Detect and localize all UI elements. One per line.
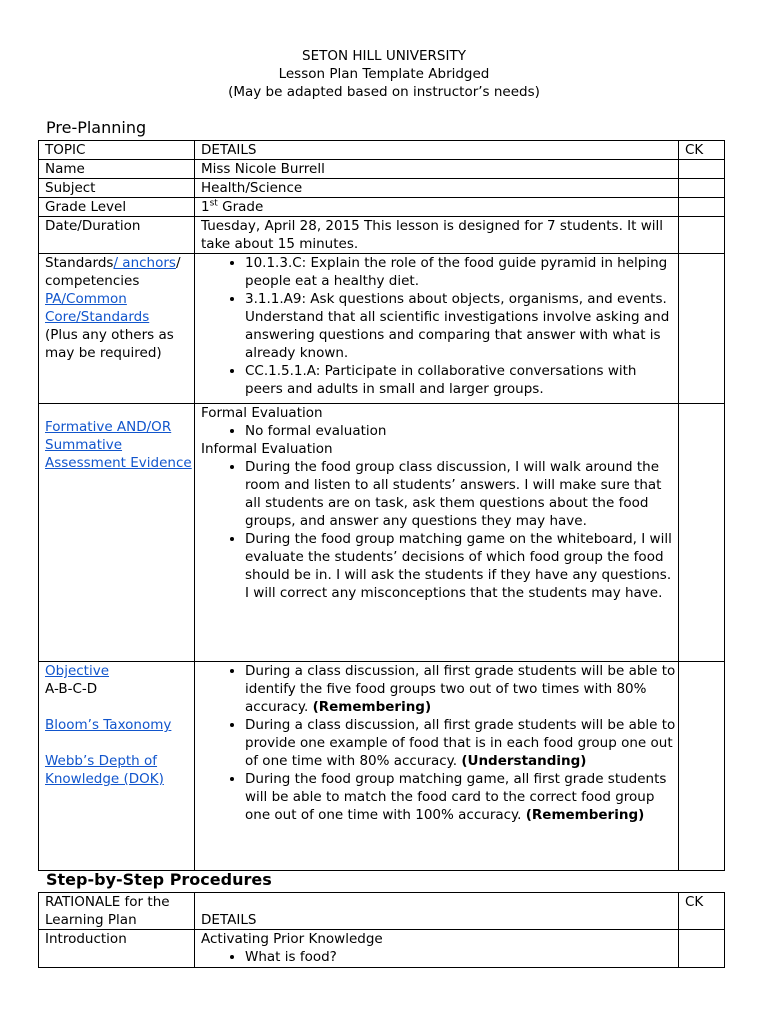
table-row (39, 662, 725, 871)
date-label: Date/Duration (39, 217, 195, 254)
informal-label: Informal Evaluation (201, 441, 333, 457)
standards-text-2: / competencies (45, 255, 181, 289)
name-value: Miss Nicole Burrell (195, 160, 679, 179)
ck-cell (679, 930, 725, 968)
list-item: • 10.1.3.C: Explain the role of the food guide pyramid in helping people eat a healthy diet. (245, 254, 678, 290)
table-row (39, 179, 725, 198)
ck-cell (679, 404, 725, 662)
objective-tag: (Remembering) (525, 807, 645, 823)
col-details: DETAILS (195, 141, 679, 160)
document-header (0, 47, 768, 101)
intro-label: Introduction (39, 930, 195, 968)
objective-list (201, 662, 678, 824)
col-topic: TOPIC (39, 141, 195, 160)
procedures-table (38, 892, 725, 968)
assessment-link[interactable]: Formative AND/OR Summative Assessment Evidence (45, 419, 192, 471)
table-row (39, 160, 725, 179)
table-row (39, 404, 725, 662)
col-ck: CK (679, 893, 725, 930)
ck-cell (679, 160, 725, 179)
objective-text: During a class discussion, all first grade students will be able to identify the five food groups two out of two times with 80% accuracy. (245, 663, 676, 715)
objective-text: During the food group matching game, all first grade students will be able to match the food card to the correct food group one out of one time with 100% accuracy. (245, 771, 667, 823)
assessment-details (195, 404, 679, 662)
grade-value (195, 198, 679, 217)
col-ck: CK (679, 141, 725, 160)
table-header-row (39, 141, 725, 160)
subject-label: Subject (39, 179, 195, 198)
blooms-taxonomy-link[interactable]: Bloom’s Taxonomy (45, 717, 172, 733)
objective-details (195, 662, 679, 871)
list-item (245, 770, 678, 824)
anchors-link[interactable]: / anchors (113, 255, 176, 271)
table-row (39, 217, 725, 254)
pa-common-core-link[interactable]: PA/Common Core/Standards (45, 291, 150, 325)
standards-list (201, 254, 678, 398)
intro-list (201, 948, 678, 966)
list-item (245, 716, 678, 770)
intro-details (195, 930, 679, 968)
template-title: Lesson Plan Template Abridged (278, 66, 490, 82)
university-name: SETON HILL UNIVERSITY (302, 48, 466, 64)
list-item: • CC.1.5.1.A: Participate in collaborative conversations with peers and adults in small and larger groups. (245, 362, 678, 398)
ck-cell (679, 662, 725, 871)
table-header-row (39, 893, 725, 930)
standards-details (195, 254, 679, 404)
objective-tag: (Remembering) (312, 699, 432, 715)
standards-text-3: (Plus any others as may be required) (45, 327, 174, 361)
standards-text-1: Standards (45, 255, 114, 271)
objective-link[interactable]: Objective (45, 663, 110, 679)
assessment-label (39, 404, 195, 662)
date-value: Tuesday, April 28, 2015 This lesson is designed for 7 students. It will take about 15 minutes. (195, 217, 679, 254)
preplanning-heading: Pre-Planning (46, 118, 147, 137)
webbs-dok-link[interactable]: Webb’s Depth of Knowledge (DOK) (45, 753, 164, 787)
table-row (39, 930, 725, 968)
grade-num: 1 (201, 199, 210, 215)
objective-text: During a class discussion, all first grade students will be able to provide one example of food that is in each food group one out of one time with 80% accuracy. (245, 717, 676, 769)
standards-label (39, 254, 195, 404)
table-row (39, 198, 725, 217)
formal-list (201, 422, 678, 440)
formal-label: Formal Evaluation (201, 405, 323, 421)
procedures-heading: Step-by-Step Procedures (46, 870, 272, 889)
grade-label: Grade Level (39, 198, 195, 217)
informal-list (201, 458, 678, 602)
name-label: Name (39, 160, 195, 179)
list-item: • No formal evaluation (245, 422, 678, 440)
list-item (245, 662, 678, 716)
table-row (39, 254, 725, 404)
intro-heading: Activating Prior Knowledge (201, 931, 383, 947)
preplanning-table (38, 140, 725, 871)
ck-cell (679, 217, 725, 254)
subject-value: Health/Science (195, 179, 679, 198)
objective-label (39, 662, 195, 871)
ck-cell (679, 198, 725, 217)
objective-abcd: A-B-C-D (45, 681, 98, 697)
ck-cell (679, 179, 725, 198)
objective-tag: (Understanding) (461, 753, 587, 769)
list-item: • 3.1.1.A9: Ask questions about objects, organisms, and events. Understand that all scientific investigations involve asking and answering questions and comparing that answer with what is already known. (245, 290, 678, 362)
list-item: • During the food group class discussion, I will walk around the room and listen to all students’ answers. I will make sure that all students are on task, ask them questions about the food groups, and answer any questions they may have. (245, 458, 678, 530)
list-item: • What is food? (245, 948, 678, 966)
list-item: • During the food group matching game on the whiteboard, I will evaluate the students’ decisions of which food group the food should be in. I will ask the students if they have any questions. I will correct any misconceptions that the students may have. (245, 530, 678, 602)
template-note: (May be adapted based on instructor’s needs) (228, 84, 540, 100)
col-details: DETAILS (195, 893, 679, 930)
col-rationale: RATIONALE for the Learning Plan (39, 893, 195, 930)
grade-sup: st (209, 198, 218, 209)
grade-word: Grade (217, 199, 264, 215)
ck-cell (679, 254, 725, 404)
